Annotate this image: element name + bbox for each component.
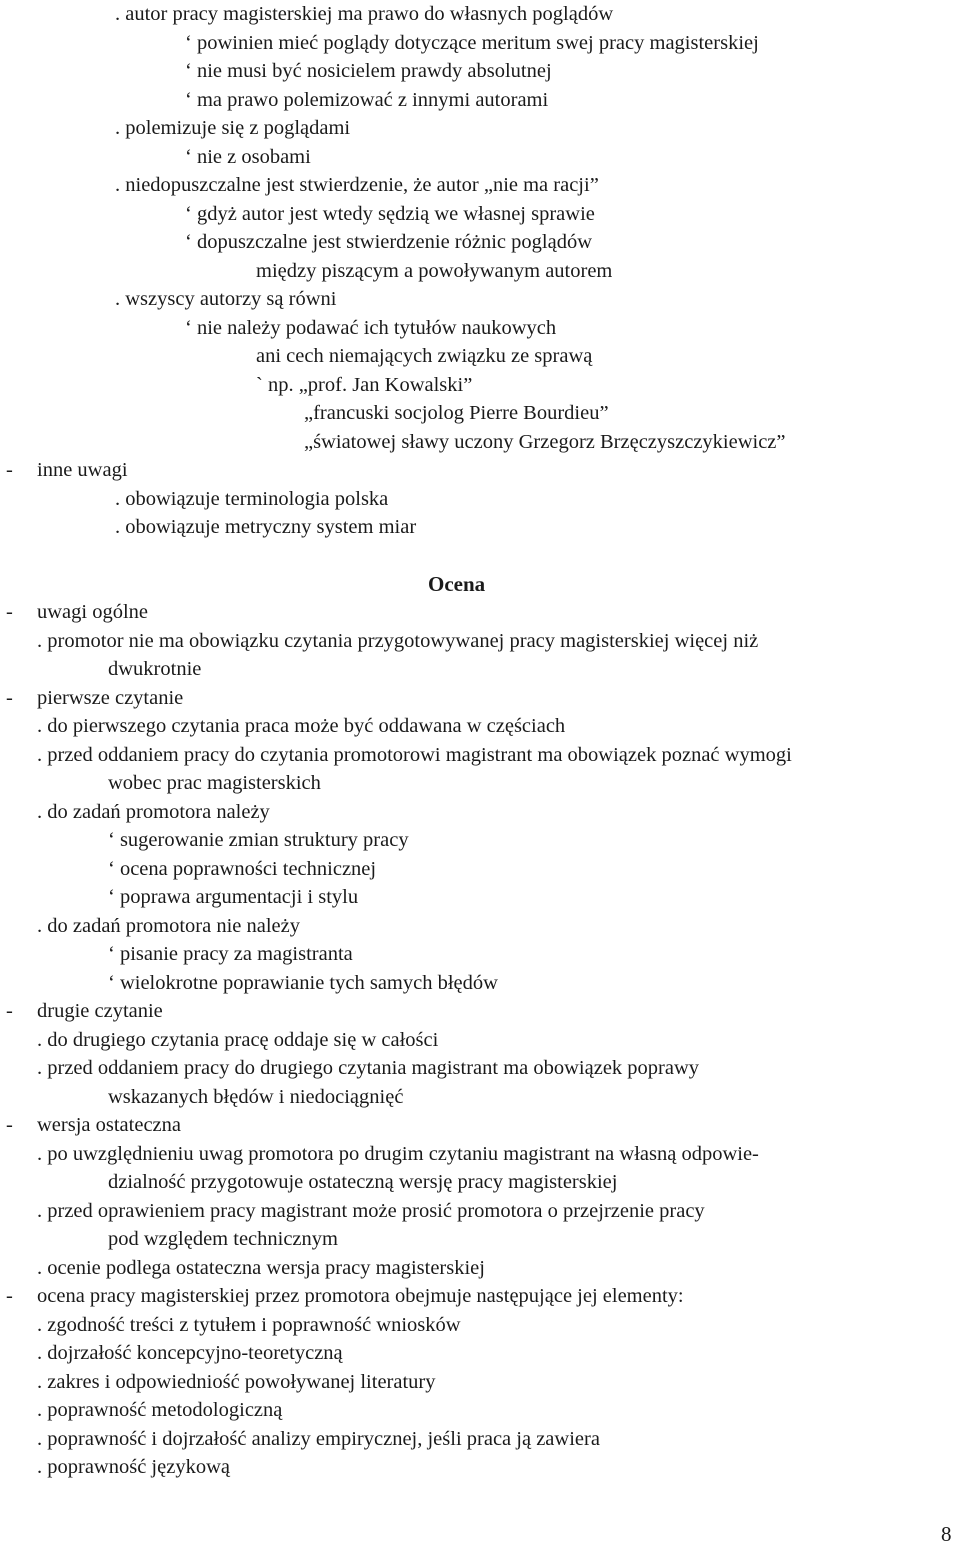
text-line: między piszącym a powoływanym autorem — [256, 260, 613, 282]
list-dash: - — [6, 601, 13, 623]
text-line: . zgodność treści z tytułem i poprawność wniosków — [37, 1314, 461, 1336]
text-line: ‘ gdyż autor jest wtedy sędzią we własnej sprawie — [185, 203, 595, 225]
text-line: „francuski socjolog Pierre Bourdieu” — [304, 402, 609, 424]
list-dash: - — [6, 1000, 13, 1022]
section-label: pierwsze czytanie — [37, 687, 184, 709]
list-dash: - — [6, 1285, 13, 1307]
text-line: . autor pracy magisterskiej ma prawo do własnych poglądów — [115, 3, 614, 25]
section-label: uwagi ogólne — [37, 601, 149, 623]
text-line: wskazanych błędów i niedociągnięć — [108, 1086, 404, 1108]
text-line: . poprawność językową — [37, 1456, 230, 1478]
text-line: dzialność przygotowuje ostateczną wersję pracy magisterskiej — [108, 1171, 618, 1193]
section-label: inne uwagi — [37, 459, 128, 481]
text-line: . przed oddaniem pracy do drugiego czytania magistrant ma obowiązek poprawy — [37, 1057, 700, 1079]
section-label: ocena pracy magisterskiej przez promotora obejmuje następujące jej elementy: — [37, 1285, 684, 1307]
section-heading: Ocena — [428, 572, 486, 596]
text-line: ‘ dopuszczalne jest stwierdzenie różnic poglądów — [185, 231, 592, 253]
text-line: ‘ nie z osobami — [185, 146, 311, 168]
text-line: . przed oprawieniem pracy magistrant może prosić promotora o przejrzenie pracy — [37, 1200, 705, 1222]
text-line: ‘ wielokrotne poprawianie tych samych błędów — [108, 972, 498, 994]
text-line: . do pierwszego czytania praca może być oddawana w częściach — [37, 715, 566, 737]
text-line: . poprawność i dojrzałość analizy empirycznej, jeśli praca ją zawiera — [37, 1428, 600, 1450]
list-dash: - — [6, 459, 13, 481]
text-line: . niedopuszczalne jest stwierdzenie, że autor „nie ma racji” — [115, 174, 599, 196]
text-line: . po uwzględnieniu uwag promotora po drugim czytaniu magistrant na własną odpowie- — [37, 1143, 759, 1165]
list-dash: - — [6, 1114, 13, 1136]
text-line: . do zadań promotora nie należy — [37, 915, 300, 937]
text-line: ‘ powinien mieć poglądy dotyczące meritum swej pracy magisterskiej — [185, 32, 759, 54]
text-line: wobec prac magisterskich — [108, 772, 321, 794]
text-line: ani cech niemających związku ze sprawą — [256, 345, 593, 367]
page-number: 8 — [941, 1522, 952, 1546]
text-line: . zakres i odpowiedniość powoływanej literatury — [37, 1371, 436, 1393]
text-line: . polemizuje się z poglądami — [115, 117, 351, 139]
text-line: pod względem technicznym — [108, 1228, 338, 1250]
text-line: ‘ pisanie pracy za magistranta — [108, 943, 353, 965]
text-line: . poprawność metodologiczną — [37, 1399, 283, 1421]
section-label: wersja ostateczna — [37, 1114, 181, 1136]
text-line: . do zadań promotora należy — [37, 801, 270, 823]
text-line: ‘ sugerowanie zmian struktury pracy — [108, 829, 409, 851]
text-line: . dojrzałość koncepcyjno-teoretyczną — [37, 1342, 343, 1364]
text-line: ‘ nie należy podawać ich tytułów naukowych — [185, 317, 557, 339]
text-line: ‘ ocena poprawności technicznej — [108, 858, 377, 880]
text-line: . promotor nie ma obowiązku czytania przygotowywanej pracy magisterskiej więcej niż — [37, 630, 759, 652]
text-line: . obowiązuje terminologia polska — [115, 488, 389, 510]
text-line: . do drugiego czytania pracę oddaje się w całości — [37, 1029, 439, 1051]
text-line: ‘ ma prawo polemizować z innymi autorami — [185, 89, 549, 111]
text-line: ‘ poprawa argumentacji i stylu — [108, 886, 359, 908]
text-line: ` np. „prof. Jan Kowalski” — [256, 374, 473, 396]
text-line: . przed oddaniem pracy do czytania promotorowi magistrant ma obowiązek poznać wymogi — [37, 744, 792, 766]
text-line: . wszyscy autorzy są równi — [115, 288, 337, 310]
text-line: dwukrotnie — [108, 658, 202, 680]
section-label: drugie czytanie — [37, 1000, 163, 1022]
text-line: . ocenie podlega ostateczna wersja pracy magisterskiej — [37, 1257, 485, 1279]
text-line: ‘ nie musi być nosicielem prawdy absolutnej — [185, 60, 552, 82]
list-dash: - — [6, 687, 13, 709]
text-line: „światowej sławy uczony Grzegorz Brzęczyszczykiewicz” — [304, 431, 786, 453]
text-line: . obowiązuje metryczny system miar — [115, 516, 417, 538]
